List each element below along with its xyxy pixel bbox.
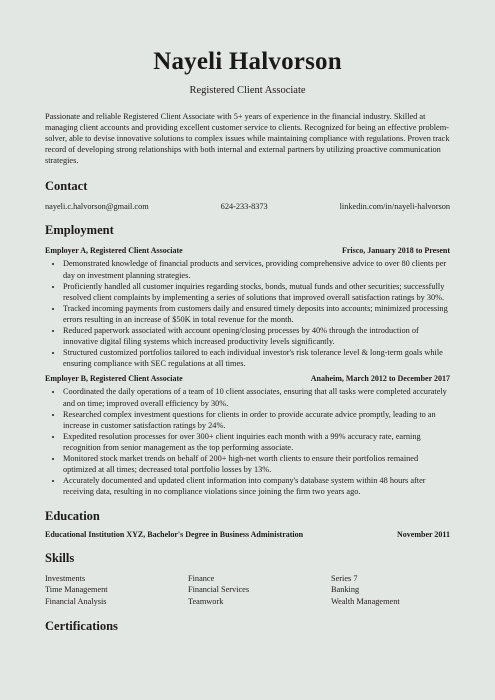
phone-text: 624-233-8373 [220, 202, 268, 212]
bullet-item: • Reduced paperwork associated with account opening/closing processes by 40% through the introduction of innovative digital filing systems which increased productivity levels significantly. [63, 325, 450, 347]
certifications-heading: Certifications [45, 618, 118, 633]
skill-item: Teamwork [188, 596, 224, 606]
bullet-item: • Structured customized portfolios tailored to each individual investor's risk tolerance level & long-term goals while ensuring compliance with SEC regulations at all times. [63, 347, 450, 369]
skill-item: Financial Services [188, 585, 250, 595]
job-location-dates: Frisco, January 2018 to Present [341, 246, 450, 256]
linkedin-text: linkedin.com/in/nayeli-halvorson [339, 202, 450, 212]
education-date: November 2011 [397, 530, 450, 540]
skill-item: Time Management [45, 585, 108, 595]
skill-item: Finance [188, 574, 215, 584]
skill-item: Banking [331, 585, 360, 595]
education-heading: Education [45, 509, 100, 524]
job-header [45, 245, 450, 256]
employment-section [45, 223, 450, 497]
education-section [45, 509, 450, 539]
job-location-dates: Anaheim, March 2012 to December 2017 [310, 374, 450, 384]
skills-grid [45, 573, 450, 606]
skill-item: Investments [45, 574, 86, 584]
job-title: Registered Client Associate [189, 85, 306, 96]
job-title-employer: Employer A, Registered Client Associate [45, 246, 183, 256]
candidate-name: Nayeli Halvorson [153, 48, 342, 75]
skill-item: Wealth Management [331, 596, 400, 606]
bullet-item: • Researched complex investment questions for clients in order to provide accurate advice promptly, leading to an increase in customer satisfaction ratings by 24%. [63, 409, 450, 431]
bullet-item: • Expedited resolution processes for over 300+ client inquiries each month with a 99% accuracy rate, earning recognition from senior management as the top performing associate. [63, 431, 450, 453]
skill-item: Financial Analysis [45, 596, 107, 606]
bullet-item: • Tracked incoming payments from customers daily and ensured timely deposits into accounts; minimized processing errors resulting in an increase of $50K in total revenue for the month. [63, 303, 450, 325]
job-header [45, 373, 450, 384]
skills-section [45, 551, 450, 606]
summary-paragraph: Passionate and reliable Registered Client Associate with 5+ years of experience in the financial industry. Skilled at managing client accounts and providing excellent customer service to clients. Recognized for being an effective problem-solver, able to devise innovative solutions to complex issues while maintaining compliance with regulations. Proven track record of developing strong relationships with both internal and external partners by utilizing proactive communication strategies. [45, 112, 450, 166]
job-title-employer: Employer B, Registered Client Associate [45, 374, 183, 384]
job-bullets [45, 386, 450, 497]
education-row [45, 530, 450, 539]
job-entry [45, 373, 450, 497]
certifications-section [45, 619, 450, 634]
bullet-item: • Accurately documented and updated client information into company's database system within 48 hours after receiving data, resulting in no compliance violations since joining the firm two years ago. [63, 475, 450, 497]
bullet-item: • Monitored stock market trends on behalf of 200+ high-net worth clients to ensure their portfolios remained optimized at all times; decreased total portfolio losses by 13%. [63, 453, 450, 475]
contact-row [45, 202, 450, 211]
skills-heading: Skills [45, 551, 75, 566]
email-text: nayeli.c.halvorson@gmail.com [45, 202, 149, 212]
contact-section [45, 179, 450, 211]
skill-item: Series 7 [331, 574, 358, 584]
job-entry [45, 245, 450, 369]
education-entry: Educational Institution XYZ, Bachelor's Degree in Business Administration [45, 530, 304, 540]
job-bullets [45, 258, 450, 369]
bullet-item: • Coordinated the daily operations of a team of 10 client associates, ensuring that all tasks were completed accurately and on time; improved overall efficiency by 30%. [63, 386, 450, 408]
bullet-item: • Demonstrated knowledge of financial products and services, providing comprehensive advice to over 80 clients per day on investment planning strategies. [63, 258, 450, 280]
employment-heading: Employment [45, 223, 114, 238]
bullet-item: • Proficiently handled all customer inquiries regarding stocks, bonds, mutual funds and other securities; successfully resolved client complaints by implementing a series of solutions that improved overall satisfaction ratings by 30%. [63, 281, 450, 303]
contact-heading: Contact [45, 179, 88, 194]
